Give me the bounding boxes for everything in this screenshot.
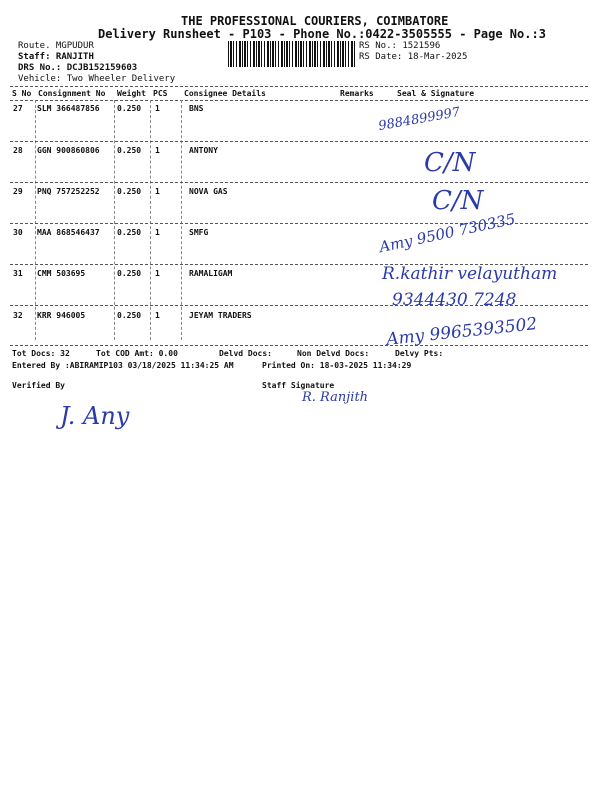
verified-by-label: Verified By	[12, 381, 65, 390]
col-sno: S No	[12, 89, 32, 98]
row-consignment: GGN 900860806	[37, 146, 100, 155]
row-sno: 27	[13, 104, 23, 113]
non-delivered-docs: Non Delvd Docs:	[297, 349, 370, 358]
row-pcs: 1	[155, 187, 160, 196]
row-consignment: MAA 868546437	[37, 228, 100, 237]
table-row	[0, 228, 600, 268]
header-bottom-rule	[10, 100, 588, 101]
signature-row31-line2: 9344430 7248	[392, 290, 517, 310]
table-row	[0, 104, 600, 144]
runsheet-subtitle: Delivery Runsheet - P103 - Phone No.:0422-3505555 - Page No.:3	[98, 27, 546, 41]
row-consignee: ANTONY	[189, 146, 218, 155]
table-row	[0, 146, 600, 186]
verified-signature: J. Any	[60, 402, 130, 430]
row-sno: 32	[13, 311, 23, 320]
signature-row28: C/N	[424, 148, 476, 178]
row-rule	[10, 141, 588, 142]
entered-by: Entered By :ABIRAMIP103 03/18/2025 11:34:25 AM	[12, 361, 234, 370]
row-weight: 0.250	[117, 187, 142, 196]
row-pcs: 1	[155, 146, 160, 155]
vehicle-label: Vehicle: Two Wheeler Delivery	[18, 74, 176, 84]
row-weight: 0.250	[117, 269, 142, 278]
row-weight: 0.250	[117, 311, 142, 320]
signature-row27: 9884899997	[377, 104, 462, 135]
row-rule	[10, 182, 588, 183]
rs-number: RS No.: 1521596	[359, 41, 441, 51]
row-sno: 28	[13, 146, 23, 155]
route-label: Route. MGPUDUR	[18, 41, 94, 51]
row-pcs: 1	[155, 228, 160, 237]
row-consignee: BNS	[189, 104, 204, 113]
row-weight: 0.250	[117, 104, 142, 113]
total-cod-amount: Tot COD Amt: 0.00	[96, 349, 178, 358]
rs-date: RS Date: 18-Mar-2025	[359, 52, 468, 62]
row-consignee: RAMALIGAM	[189, 269, 233, 278]
delivered-docs: Delvd Docs:	[219, 349, 272, 358]
signature-row29: C/N	[432, 186, 484, 216]
signature-row32: Amy 9965393502	[385, 314, 539, 350]
row-sno: 29	[13, 187, 23, 196]
signature-row31-line1: R.kathir velayutham	[382, 264, 558, 284]
row-pcs: 1	[155, 104, 160, 113]
staff-signature-label: Staff Signature	[262, 381, 335, 390]
row-consignment: PNQ 757252252	[37, 187, 100, 196]
row-pcs: 1	[155, 311, 160, 320]
col-weight: Weight	[117, 89, 146, 98]
table-bottom-rule	[10, 345, 588, 346]
col-pcs: PCS	[153, 89, 168, 98]
header-top-rule	[10, 86, 588, 87]
column-header-row	[0, 89, 600, 99]
row-pcs: 1	[155, 269, 160, 278]
row-weight: 0.250	[117, 228, 142, 237]
signature-row30: Amy 9500 730335	[377, 209, 517, 257]
staff-label: Staff: RANJITH	[18, 52, 94, 62]
row-weight: 0.250	[117, 146, 142, 155]
printed-on: Printed On: 18-03-2025 11:34:29	[262, 361, 412, 370]
row-consignment: KRR 946005	[37, 311, 86, 320]
row-consignment: SLM 366487856	[37, 104, 100, 113]
row-consignee: NOVA GAS	[189, 187, 228, 196]
row-consignment: CMM 503695	[37, 269, 86, 278]
delivery-points: Delvy Pts:	[395, 349, 444, 358]
col-seal-signature: Seal & Signature	[397, 89, 475, 98]
col-remarks: Remarks	[340, 89, 374, 98]
staff-signature: R. Ranjith	[302, 390, 369, 405]
row-sno: 30	[13, 228, 23, 237]
company-title: THE PROFESSIONAL COURIERS, COIMBATORE	[181, 14, 449, 28]
row-consignee: JEYAM TRADERS	[189, 311, 252, 320]
col-consignment: Consignment No	[38, 89, 106, 98]
row-consignee: SMFG	[189, 228, 209, 237]
drs-number: DRS No.: DCJB152159603	[18, 63, 138, 73]
barcode-image	[228, 41, 356, 67]
total-docs: Tot Docs: 32	[12, 349, 70, 358]
col-consignee: Consignee Details	[184, 89, 266, 98]
row-sno: 31	[13, 269, 23, 278]
